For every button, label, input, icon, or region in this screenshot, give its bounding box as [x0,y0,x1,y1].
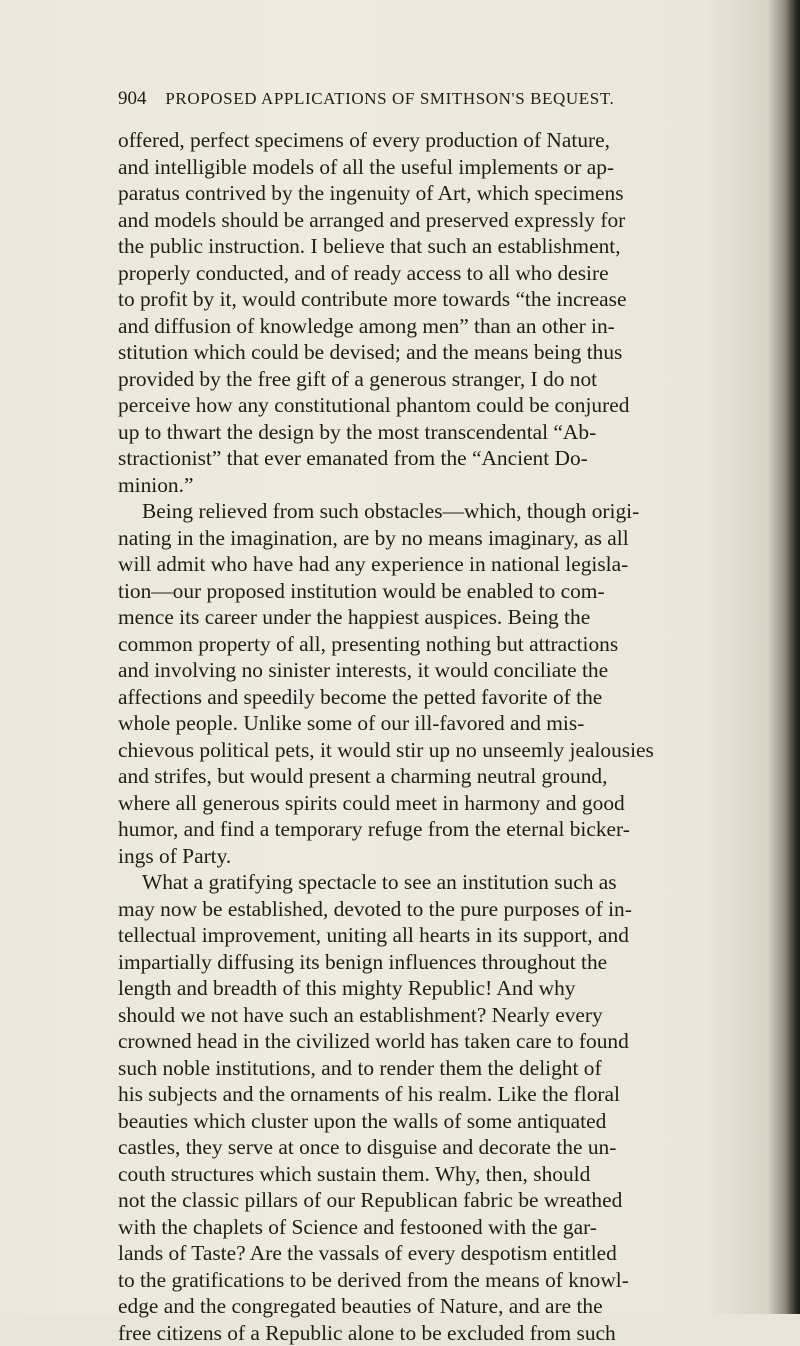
text-line: crowned head in the civilized world has taken care to found [118,1028,788,1055]
text-line: minion.” [118,472,788,499]
text-line: edge and the congregated beauties of Nature, and are the [118,1293,788,1320]
text-line: common property of all, presenting nothing but attractions [118,631,788,658]
text-line: will admit who have had any experience in national legisla- [118,551,788,578]
text-line: such noble institutions, and to render them the delight of [118,1055,788,1082]
text-line: where all generous spirits could meet in harmony and good [118,790,788,817]
text-line: may now be established, devoted to the pure purposes of in- [118,896,788,923]
body-text [118,127,788,1346]
page-number: 904 [118,88,147,109]
running-header [118,88,758,110]
text-line: tellectual improvement, uniting all hearts in its support, and [118,922,788,949]
text-line: whole people. Unlike some of our ill-favored and mis- [118,710,788,737]
text-line: stitution which could be devised; and the means being thus [118,339,788,366]
text-line: not the classic pillars of our Republican fabric be wreathed [118,1187,788,1214]
text-line: offered, perfect specimens of every production of Nature, [118,127,788,154]
text-line: his subjects and the ornaments of his realm. Like the floral [118,1081,788,1108]
text-line: and involving no sinister interests, it would conciliate the [118,657,788,684]
text-line: and models should be arranged and preserved expressly for [118,207,788,234]
page-edge-shadow [786,0,800,1314]
text-line: free citizens of a Republic alone to be excluded from such [118,1320,788,1346]
text-line: with the chaplets of Science and festooned with the gar- [118,1214,788,1241]
running-title: PROPOSED APPLICATIONS OF SMITHSON'S BEQUEST. [165,89,614,108]
text-line: impartially diffusing its benign influences throughout the [118,949,788,976]
text-line: up to thwart the design by the most transcendental “Ab- [118,419,788,446]
text-line: to the gratifications to be derived from the means of knowl- [118,1267,788,1294]
text-line: tion—our proposed institution would be enabled to com- [118,578,788,605]
text-line: mence its career under the happiest auspices. Being the [118,604,788,631]
text-line: nating in the imagination, are by no means imaginary, as all [118,525,788,552]
text-line: length and breadth of this mighty Republic! And why [118,975,788,1002]
text-line: the public instruction. I believe that such an establishment, [118,233,788,260]
text-line: and diffusion of knowledge among men” than an other in- [118,313,788,340]
text-line: chievous political pets, it would stir up no unseemly jealousies [118,737,788,764]
text-line: provided by the free gift of a generous stranger, I do not [118,366,788,393]
text-line: ings of Party. [118,843,788,870]
text-line: humor, and find a temporary refuge from the eternal bicker- [118,816,788,843]
text-line: should we not have such an establishment? Nearly every [118,1002,788,1029]
text-line: to profit by it, would contribute more towards “the increase [118,286,788,313]
text-line: and strifes, but would present a charming neutral ground, [118,763,788,790]
text-line: perceive how any constitutional phantom could be conjured [118,392,788,419]
text-line: stractionist” that ever emanated from the “Ancient Do- [118,445,788,472]
paragraph-start-line: Being relieved from such obstacles—which, though origi- [118,498,788,525]
text-line: castles, they serve at once to disguise and decorate the un- [118,1134,788,1161]
text-line: couth structures which sustain them. Why, then, should [118,1161,788,1188]
text-line: lands of Taste? Are the vassals of every despotism entitled [118,1240,788,1267]
text-line: affections and speedily become the petted favorite of the [118,684,788,711]
text-line: properly conducted, and of ready access to all who desire [118,260,788,287]
text-line: paratus contrived by the ingenuity of Art, which specimens [118,180,788,207]
text-line: beauties which cluster upon the walls of some antiquated [118,1108,788,1135]
text-line: and intelligible models of all the useful implements or ap- [118,154,788,181]
paragraph-start-line: What a gratifying spectacle to see an institution such as [118,869,788,896]
